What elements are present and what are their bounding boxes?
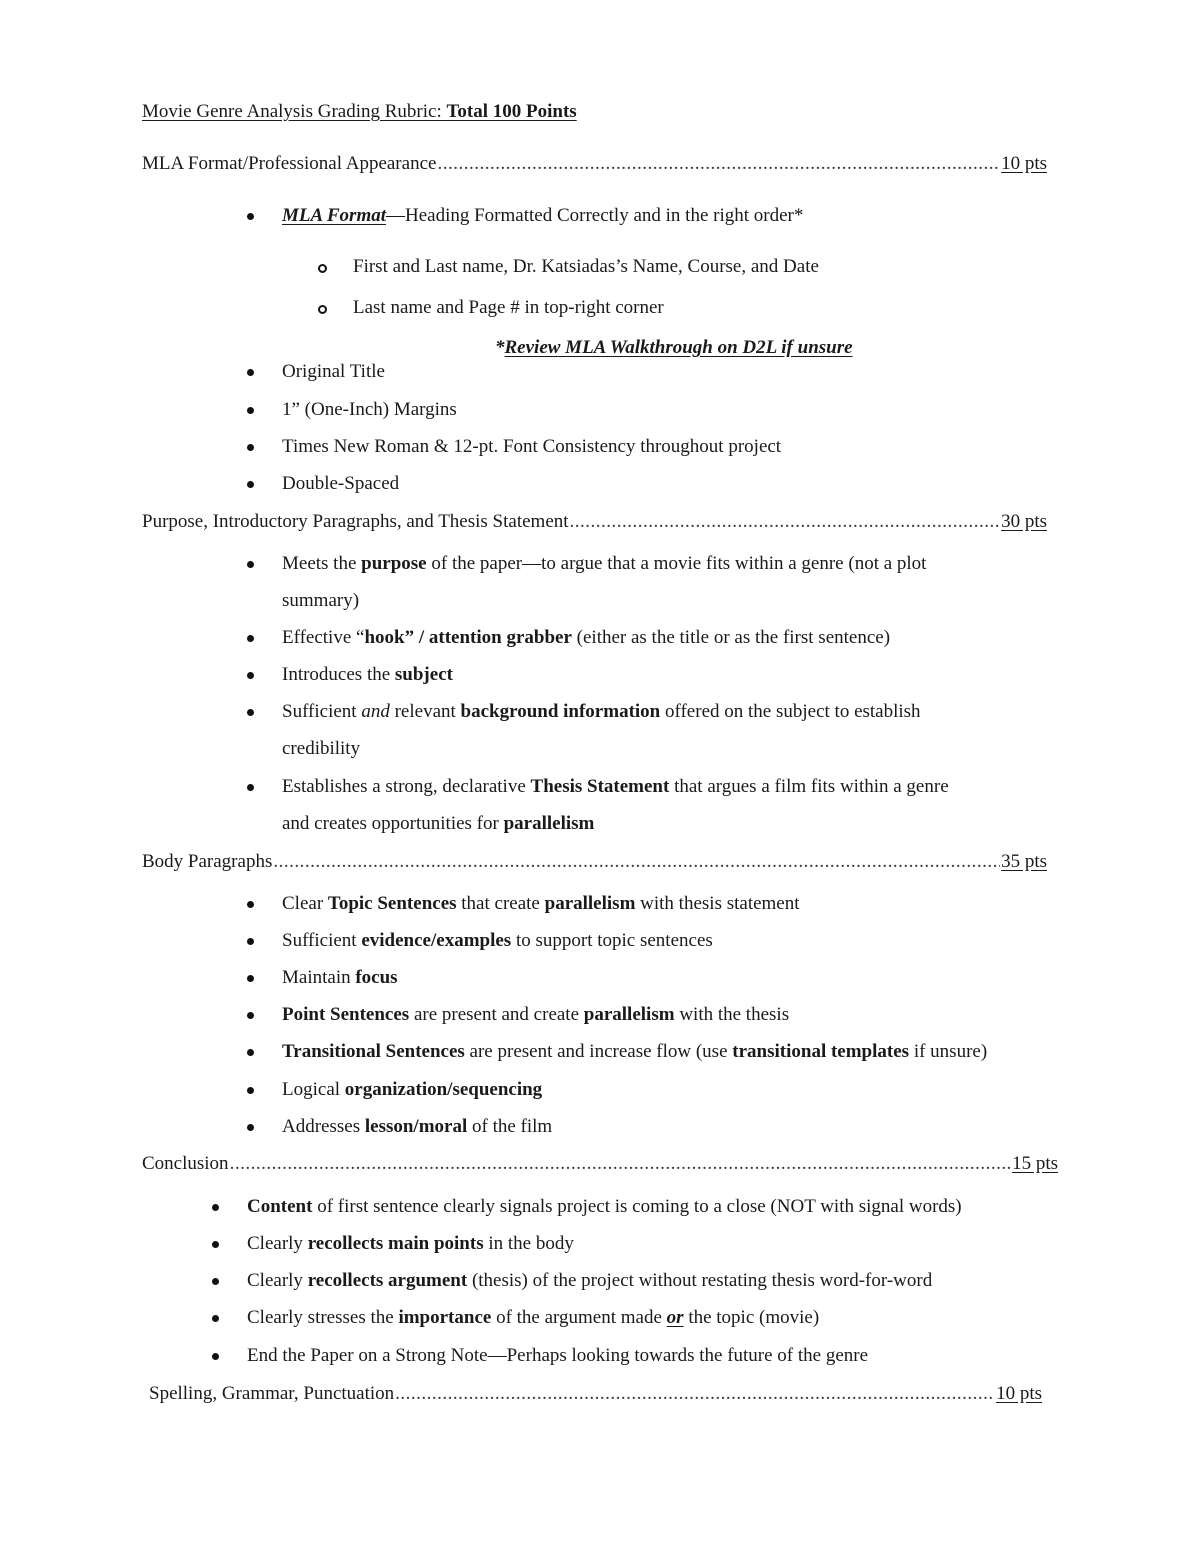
- text-run-italic: and: [361, 701, 390, 722]
- title-prefix: Movie Genre Analysis Grading Rubric:: [142, 101, 447, 122]
- text-run: (thesis) of the project without restating thesis word-for-word: [467, 1270, 933, 1291]
- bullet-icon: [247, 1124, 254, 1131]
- leader-dots: [273, 850, 1000, 874]
- text-run: (either as the title or as the first sentence): [571, 627, 891, 648]
- text-run: of the paper—to argue that a movie fits within a genre (not a plot: [426, 553, 927, 574]
- text-run-bold: Transitional Sentences: [282, 1041, 465, 1062]
- text-run-bold: focus: [355, 967, 398, 988]
- bullet-icon: [247, 1087, 254, 1094]
- section-purpose-heading: [142, 510, 1047, 534]
- bullet-icon: [247, 901, 254, 908]
- text-run: summary): [282, 590, 360, 611]
- section-label: Conclusion: [142, 1153, 229, 1174]
- mla-format-label: MLA Format: [282, 205, 386, 226]
- text-run: Clearly stresses the: [247, 1307, 399, 1328]
- bullet-icon: [212, 1204, 219, 1211]
- section-body-heading: [142, 850, 1047, 874]
- text-run-bold: evidence/examples: [361, 930, 512, 951]
- note-text: Review MLA Walkthrough on D2L if unsure: [504, 337, 853, 358]
- text-run: are present and increase flow (use: [464, 1041, 733, 1062]
- text-run-bold: parallelism: [583, 1004, 675, 1025]
- text-run: Meets the: [282, 553, 362, 574]
- text-run-bold: attention grabber: [428, 627, 572, 648]
- circle-bullet-icon: [318, 305, 327, 314]
- text-run-bold: Content: [247, 1196, 313, 1217]
- bullet-icon: [247, 407, 254, 414]
- sub-item-text: First and Last name, Dr. Katsiadas’s Name, Course, and Date: [353, 256, 819, 277]
- bullet-icon: [247, 784, 254, 791]
- text-run-bold: organization/sequencing: [344, 1079, 543, 1100]
- section-label: Spelling, Grammar, Punctuation: [149, 1383, 395, 1404]
- bullet-icon: [247, 635, 254, 642]
- item-text: Double-Spaced: [282, 473, 400, 494]
- bullet-icon: [247, 561, 254, 568]
- leader-dots: [570, 510, 1001, 534]
- bullet-icon: [212, 1353, 219, 1360]
- section-points: 10 pts: [1001, 153, 1047, 174]
- section-spelling-heading: [149, 1382, 1042, 1406]
- text-run: of first sentence clearly signals project is coming to a close (NOT with signal words): [312, 1196, 962, 1217]
- bullet-icon: [212, 1315, 219, 1322]
- leader-dots: [395, 1382, 995, 1406]
- text-run: Clearly: [247, 1233, 308, 1254]
- bullet-icon: [247, 481, 254, 488]
- text-run: that create: [456, 893, 545, 914]
- bullet-icon: [247, 1012, 254, 1019]
- text-run: credibility: [282, 738, 361, 759]
- text-run: if unsure): [909, 1041, 988, 1062]
- text-run-bold: lesson/moral: [364, 1116, 468, 1137]
- text-run: offered on the subject to establish: [660, 701, 921, 722]
- section-label: MLA Format/Professional Appearance: [142, 153, 437, 174]
- bullet-icon: [247, 938, 254, 945]
- text-run: Sufficient: [282, 701, 362, 722]
- bullet-icon: [247, 213, 254, 220]
- text-run-bold-italic: or: [666, 1307, 684, 1328]
- section-points: 35 pts: [1001, 851, 1047, 872]
- text-run: Logical: [282, 1079, 345, 1100]
- text-run: Establishes a strong, declarative: [282, 776, 531, 797]
- text-run: Introduces the: [282, 664, 395, 685]
- text-run: and creates opportunities for: [282, 813, 504, 834]
- bullet-icon: [247, 975, 254, 982]
- section-label: Purpose, Introductory Paragraphs, and Thesis Statement: [142, 511, 569, 532]
- text-run-bold: Thesis Statement: [530, 776, 670, 797]
- text-run: Effective “: [282, 627, 365, 648]
- text-run: Clearly: [247, 1270, 308, 1291]
- item-text: Original Title: [282, 361, 385, 382]
- mla-format-text: —Heading Formatted Correctly and in the right order*: [386, 205, 804, 226]
- bullet-icon: [247, 672, 254, 679]
- section-points: 10 pts: [996, 1383, 1042, 1404]
- text-run: that argues a film fits within a genre: [669, 776, 949, 797]
- title-total: Total 100 Points: [446, 101, 577, 122]
- bullet-icon: [212, 1241, 219, 1248]
- text-run-bold: importance: [398, 1307, 492, 1328]
- text-run-bold: hook: [364, 627, 405, 648]
- bullet-icon: [247, 1049, 254, 1056]
- section-label: Body Paragraphs: [142, 851, 273, 872]
- leader-dots: [437, 152, 1000, 176]
- text-run: Clear: [282, 893, 328, 914]
- text-run: of the argument made: [491, 1307, 667, 1328]
- text-run: Sufficient: [282, 930, 362, 951]
- text-run: in the body: [483, 1233, 574, 1254]
- mla-note: [495, 336, 853, 360]
- section-conclusion-heading: [142, 1152, 1058, 1176]
- section-points: 15 pts: [1012, 1153, 1058, 1174]
- text-run: are present and create: [409, 1004, 584, 1025]
- text-run: End the Paper on a Strong Note—Perhaps looking towards the future of the genre: [247, 1345, 869, 1366]
- text-run: to support topic sentences: [511, 930, 713, 951]
- leader-dots: [230, 1152, 1012, 1176]
- bullet-icon: [247, 444, 254, 451]
- text-run-bold: parallelism: [503, 813, 595, 834]
- bullet-icon: [212, 1278, 219, 1285]
- text-run: Maintain: [282, 967, 356, 988]
- item-text: Times New Roman & 12-pt. Font Consistency throughout project: [282, 436, 782, 457]
- bullet-icon: [247, 369, 254, 376]
- text-run-bold: ” /: [404, 627, 429, 648]
- circle-bullet-icon: [318, 264, 327, 273]
- text-run-bold: transitional templates: [732, 1041, 910, 1062]
- text-run-bold: parallelism: [544, 893, 636, 914]
- page-title: [142, 100, 577, 124]
- text-run: relevant: [389, 701, 461, 722]
- text-run: of the film: [467, 1116, 553, 1137]
- section-points: 30 pts: [1001, 511, 1047, 532]
- text-run: Addresses: [282, 1116, 365, 1137]
- text-run-bold: background information: [460, 701, 661, 722]
- sub-item-text: Last name and Page # in top-right corner: [353, 297, 664, 318]
- text-run-bold: recollects main points: [307, 1233, 484, 1254]
- item-text: 1” (One-Inch) Margins: [282, 399, 457, 420]
- note-star: *: [495, 337, 505, 358]
- text-run-bold: Point Sentences: [282, 1004, 410, 1025]
- text-run-bold: Topic Sentences: [327, 893, 457, 914]
- section-mla-heading: [142, 152, 1047, 176]
- text-run: the topic (movie): [683, 1307, 820, 1328]
- bullet-icon: [247, 709, 254, 716]
- text-run-bold: recollects argument: [307, 1270, 468, 1291]
- text-run: with the thesis: [674, 1004, 790, 1025]
- text-run: with thesis statement: [635, 893, 800, 914]
- text-run-bold: subject: [394, 664, 453, 685]
- text-run-bold: purpose: [361, 553, 427, 574]
